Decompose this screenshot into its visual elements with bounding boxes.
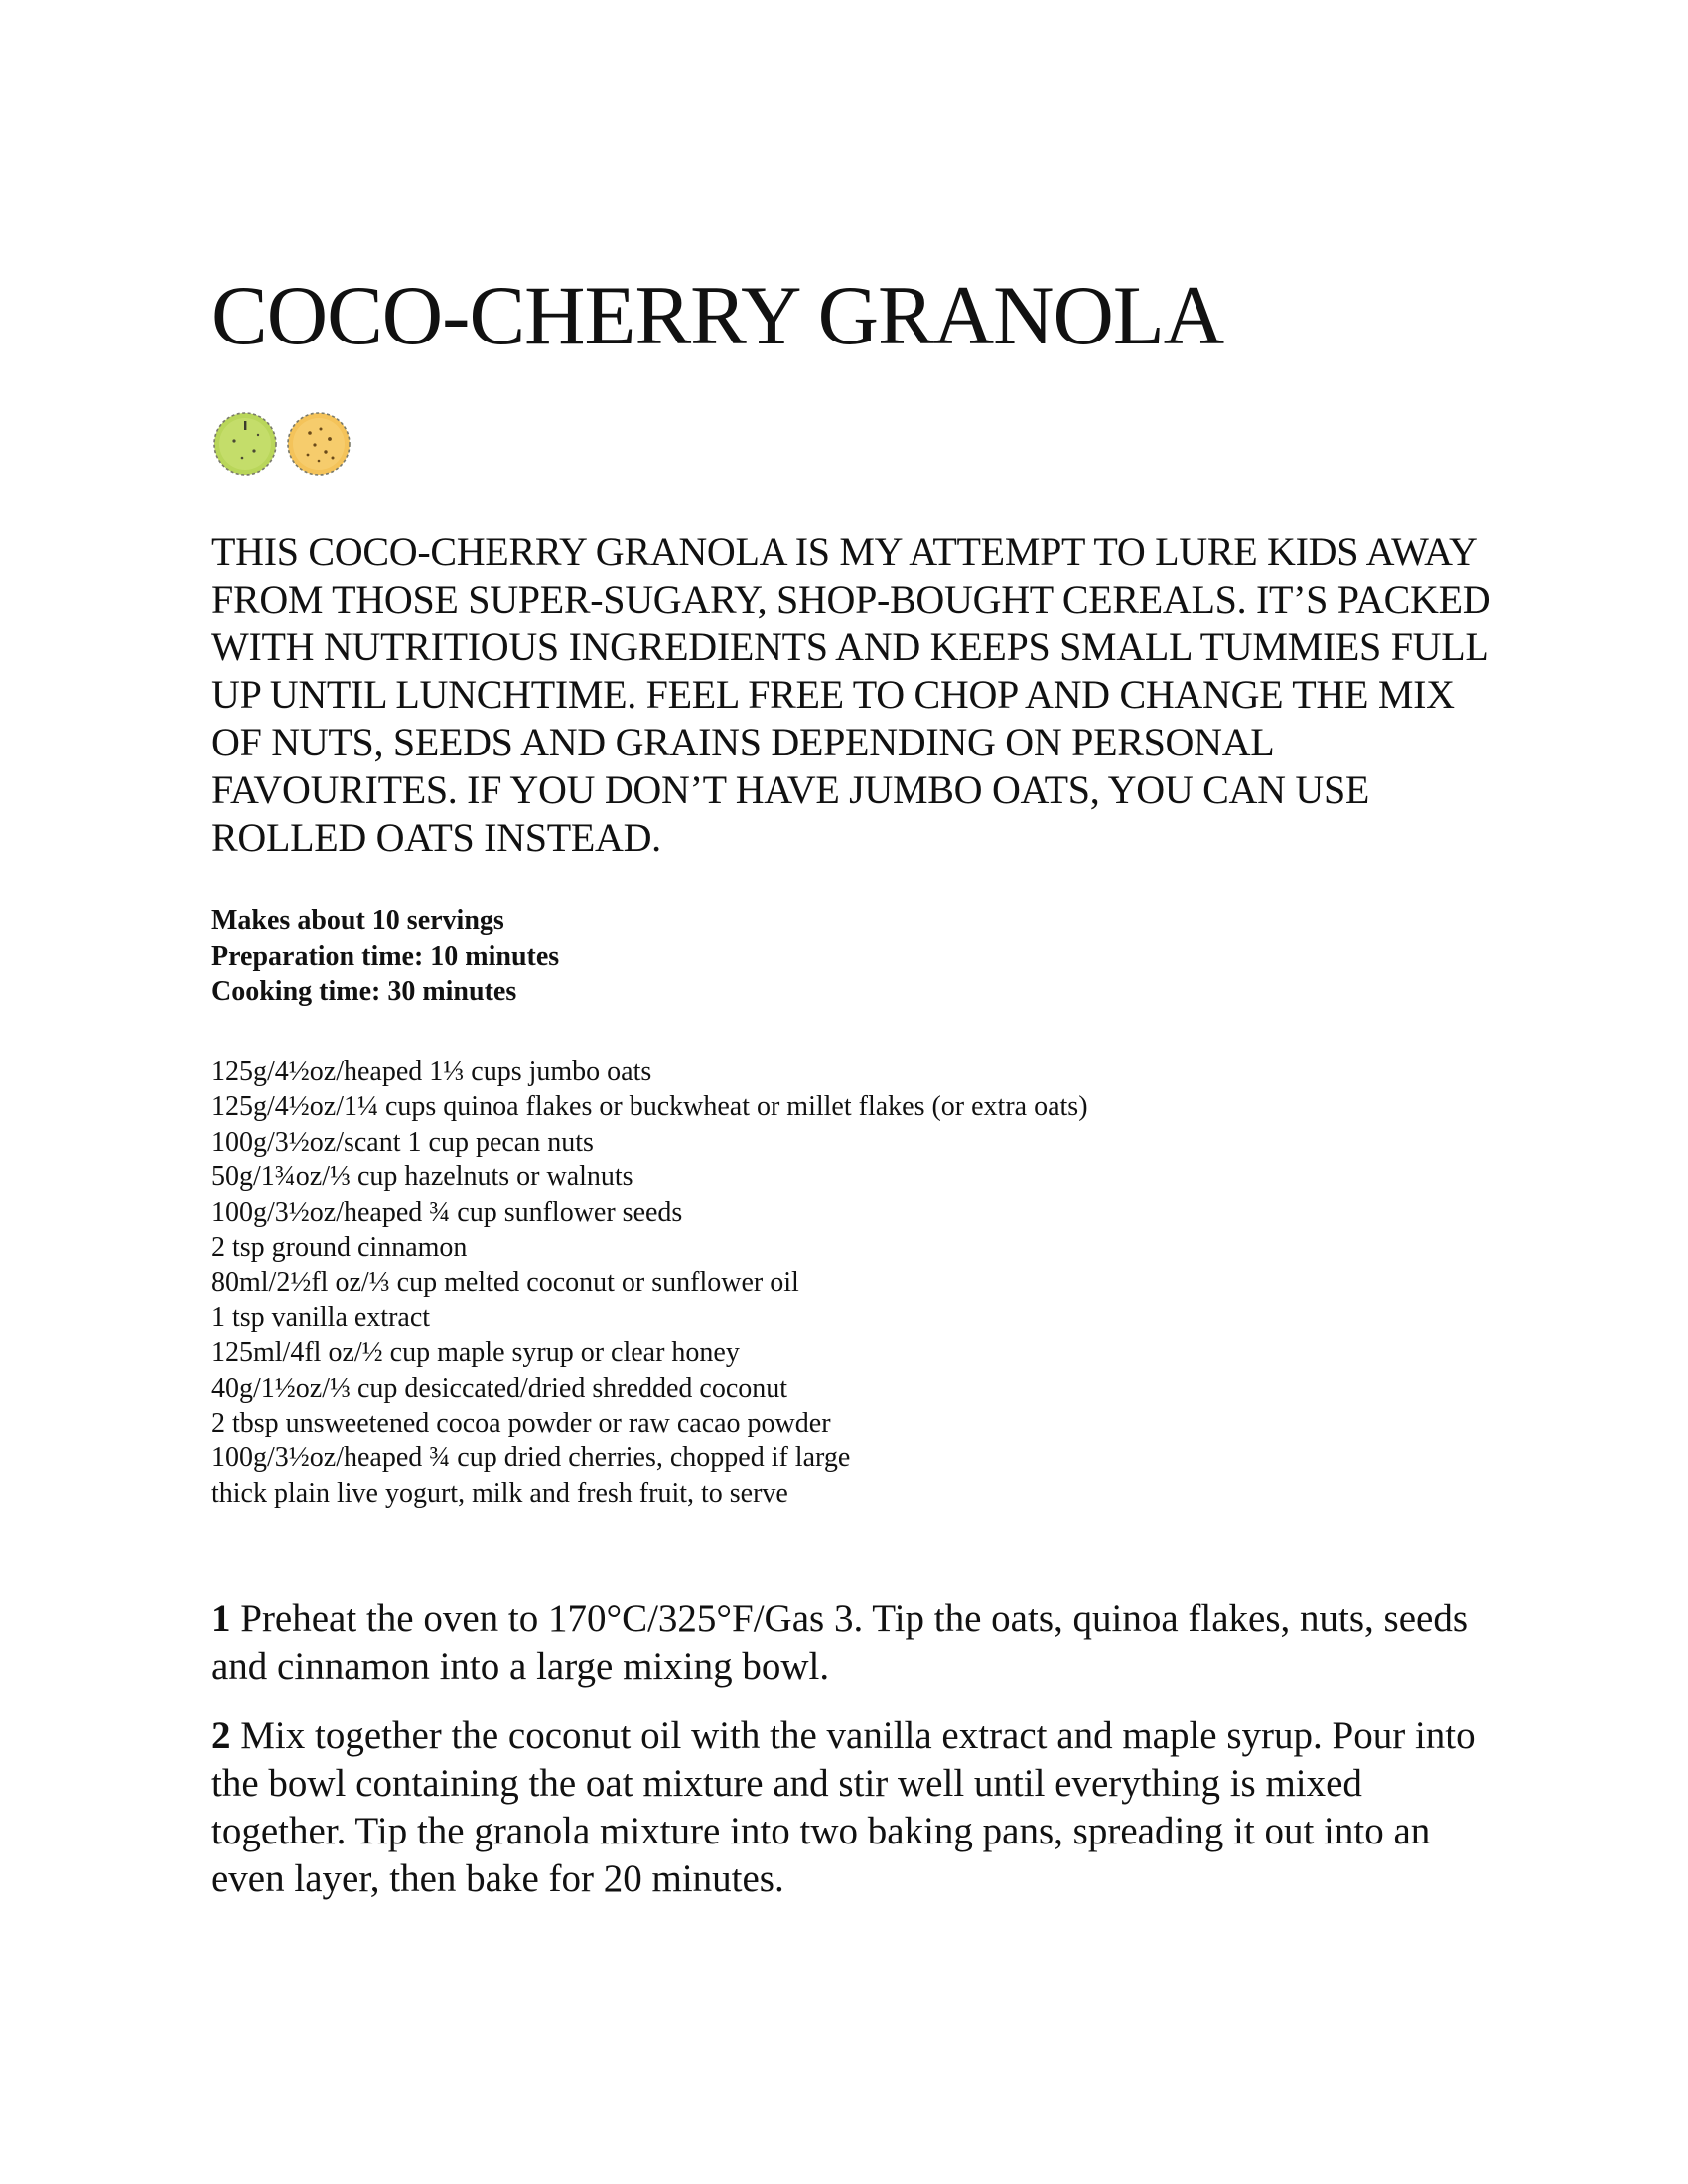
ingredient-item: 80ml/2½fl oz/⅓ cup melted coconut or sunflower oil xyxy=(211,1267,799,1298)
method-step xyxy=(211,1712,1492,1903)
ingredient-item: 100g/3½oz/heaped ¾ cup sunflower seeds xyxy=(211,1196,683,1228)
ingredient-item: 40g/1½oz/⅓ cup desiccated/dried shredded coconut xyxy=(211,1372,788,1404)
ingredient-item: 50g/1¾oz/⅓ cup hazelnuts or walnuts xyxy=(211,1161,633,1193)
recipe-meta xyxy=(211,903,559,1010)
ingredient-item: 125g/4½oz/1¼ cups quinoa flakes or buckwheat or millet flakes (or extra oats) xyxy=(211,1091,1088,1123)
green-dietary-badge-icon xyxy=(212,411,278,477)
ingredient-item: 2 tbsp unsweetened cocoa powder or raw cacao powder xyxy=(211,1408,831,1439)
dietary-badges xyxy=(212,411,352,478)
ingredient-item: 1 tsp vanilla extract xyxy=(211,1301,431,1333)
recipe-introduction: THIS COCO-CHERRY GRANOLA IS MY ATTEMPT TO LURE KIDS AWAY FROM THOSE SUPER-SUGARY, SHOP-BOUGHT CEREALS. IT’S PACKED WITH NUTRITIOUS INGREDIENTS AND KEEPS SMALL TUMMIES FULL UP UNTIL LUNCHTIME. FEEL FREE TO CHOP AND CHANGE THE MIX OF NUTS, SEEDS AND GRAINS DEPENDING ON PERSONAL FAVOURITES. IF YOU DON’T HAVE JUMBO OATS, YOU CAN USE ROLLED OATS INSTEAD. xyxy=(211,529,1491,860)
recipe-title: COCO-CHERRY GRANOLA xyxy=(211,269,1224,362)
cooking-time-text: Cooking time: 30 minutes xyxy=(211,976,517,1007)
ingredient-item: 2 tsp ground cinnamon xyxy=(211,1232,468,1264)
step-text: Preheat the oven to 170°C/325°F/Gas 3. Tip the oats, quinoa flakes, nuts, seeds and cinnamon into a large mixing bowl. xyxy=(211,1597,1469,1688)
step-number: 2 xyxy=(211,1714,231,1757)
ingredient-item: thick plain live yogurt, milk and fresh fruit, to serve xyxy=(211,1477,788,1509)
ingredient-item: 125g/4½oz/heaped 1⅓ cups jumbo oats xyxy=(211,1056,652,1087)
step-text: Mix together the coconut oil with the vanilla extract and maple syrup. Pour into the bowl containing the oat mixture and stir well until everything is mixed together. Tip the granola mixture into two baking pans, spreading it out into an even layer, then bake for 20 minutes. xyxy=(211,1714,1476,1900)
ingredient-item: 100g/3½oz/scant 1 cup pecan nuts xyxy=(211,1126,594,1158)
servings-text: Makes about 10 servings xyxy=(211,905,504,936)
orange-dietary-badge-icon xyxy=(286,411,352,477)
step-number: 1 xyxy=(211,1597,231,1640)
ingredients-list xyxy=(211,1054,1088,1511)
method-step xyxy=(211,1595,1492,1691)
ingredient-item: 125ml/4fl oz/½ cup maple syrup or clear honey xyxy=(211,1337,740,1369)
ingredient-item: 100g/3½oz/heaped ¾ cup dried cherries, chopped if large xyxy=(211,1442,851,1474)
preparation-time-text: Preparation time: 10 minutes xyxy=(211,940,560,972)
method-steps xyxy=(211,1595,1492,1925)
